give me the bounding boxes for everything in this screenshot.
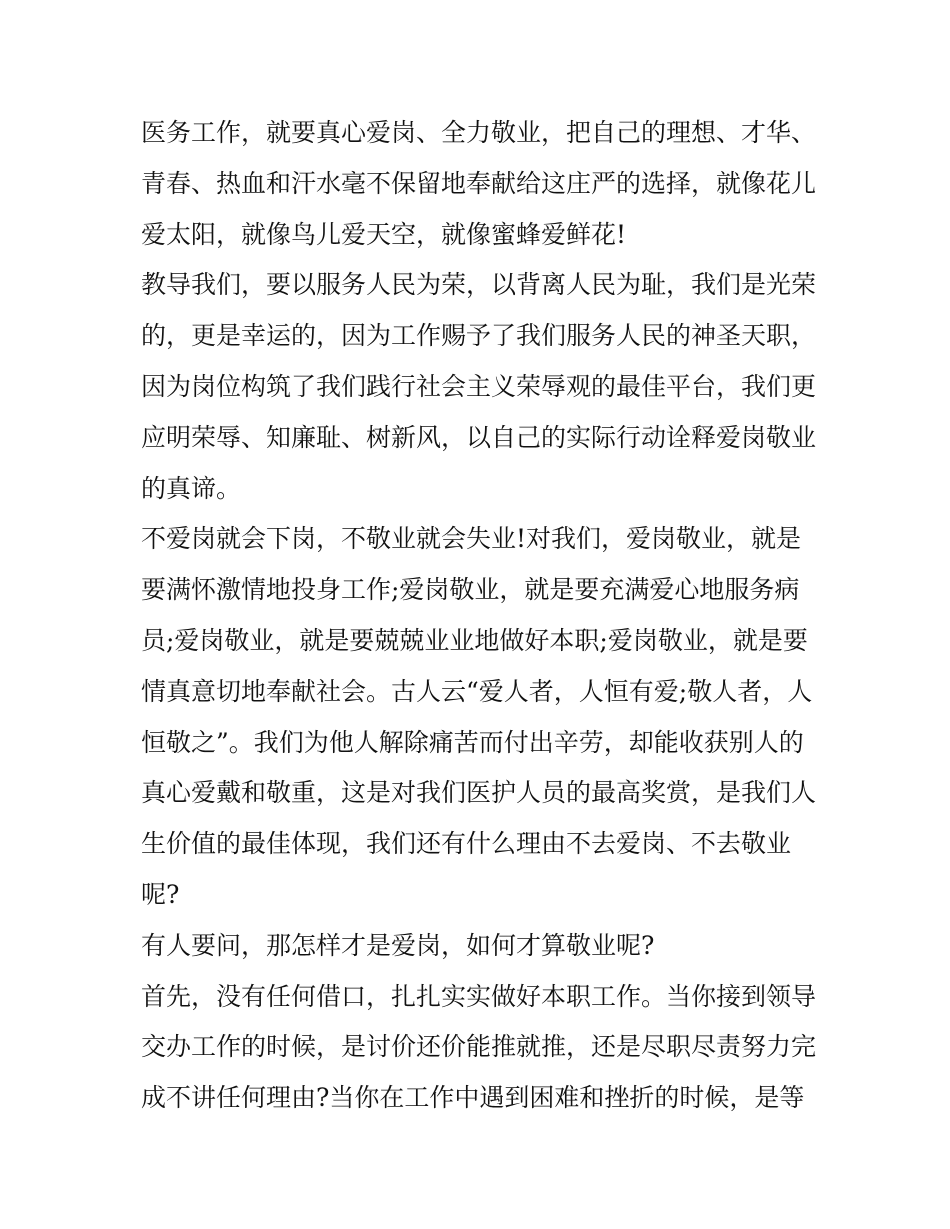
- text-line: 教导我们，要以服务人民为荣，以背离人民为耻，我们是光荣: [141, 270, 817, 300]
- text-line: 有人要问，那怎样才是爱岗，如何才算敬业呢?: [141, 930, 655, 960]
- document-body: [141, 108, 821, 1124]
- text-line: 爱太阳，就像鸟儿爱天空，就像蜜蜂爱鲜花!: [141, 219, 627, 249]
- text-line: 情真意切地奉献社会。古人云“爱人者，人恒有爱;敬人者，人: [141, 676, 813, 706]
- text-line: 呢?: [141, 879, 180, 909]
- text-line: 应明荣辱、知廉耻、树新风，以自己的实际行动诠释爱岗敬业: [141, 422, 817, 452]
- text-line: 要满怀激情地投身工作;爱岗敬业，就是要充满爱心地服务病: [141, 575, 800, 605]
- text-line: 首先，没有任何借口，扎扎实实做好本职工作。当你接到领导: [141, 981, 817, 1011]
- text-line: 因为岗位构筑了我们践行社会主义荣辱观的最佳平台，我们更: [141, 371, 817, 401]
- text-line: 恒敬之”。我们为他人解除痛苦而付出辛劳，却能收获别人的: [141, 727, 804, 757]
- text-line: 员;爱岗敬业，就是要兢兢业业地做好本职;爱岗敬业，就是要: [141, 625, 808, 655]
- text-line: 交办工作的时候，是讨价还价能推就推，还是尽职尽责努力完: [141, 1032, 817, 1062]
- text-line: 青春、热血和汗水毫不保留地奉献给这庄严的选择，就像花儿: [141, 168, 817, 198]
- text-line: 不爱岗就会下岗，不敬业就会失业!对我们，爱岗敬业，就是: [141, 524, 802, 554]
- text-line: 的，更是幸运的，因为工作赐予了我们服务人民的神圣天职，: [141, 321, 817, 351]
- text-line: 成不讲任何理由?当你在工作中遇到困难和挫折的时候，是等: [141, 1083, 805, 1113]
- text-line: 生价值的最佳体现，我们还有什么理由不去爱岗、不去敬业: [141, 829, 792, 859]
- text-line: 的真谛。: [141, 473, 242, 503]
- text-line: 真心爱戴和敬重，这是对我们医护人员的最高奖赏，是我们人: [141, 778, 817, 808]
- text-line: 医务工作，就要真心爱岗、全力敬业，把自己的理想、才华、: [141, 118, 817, 147]
